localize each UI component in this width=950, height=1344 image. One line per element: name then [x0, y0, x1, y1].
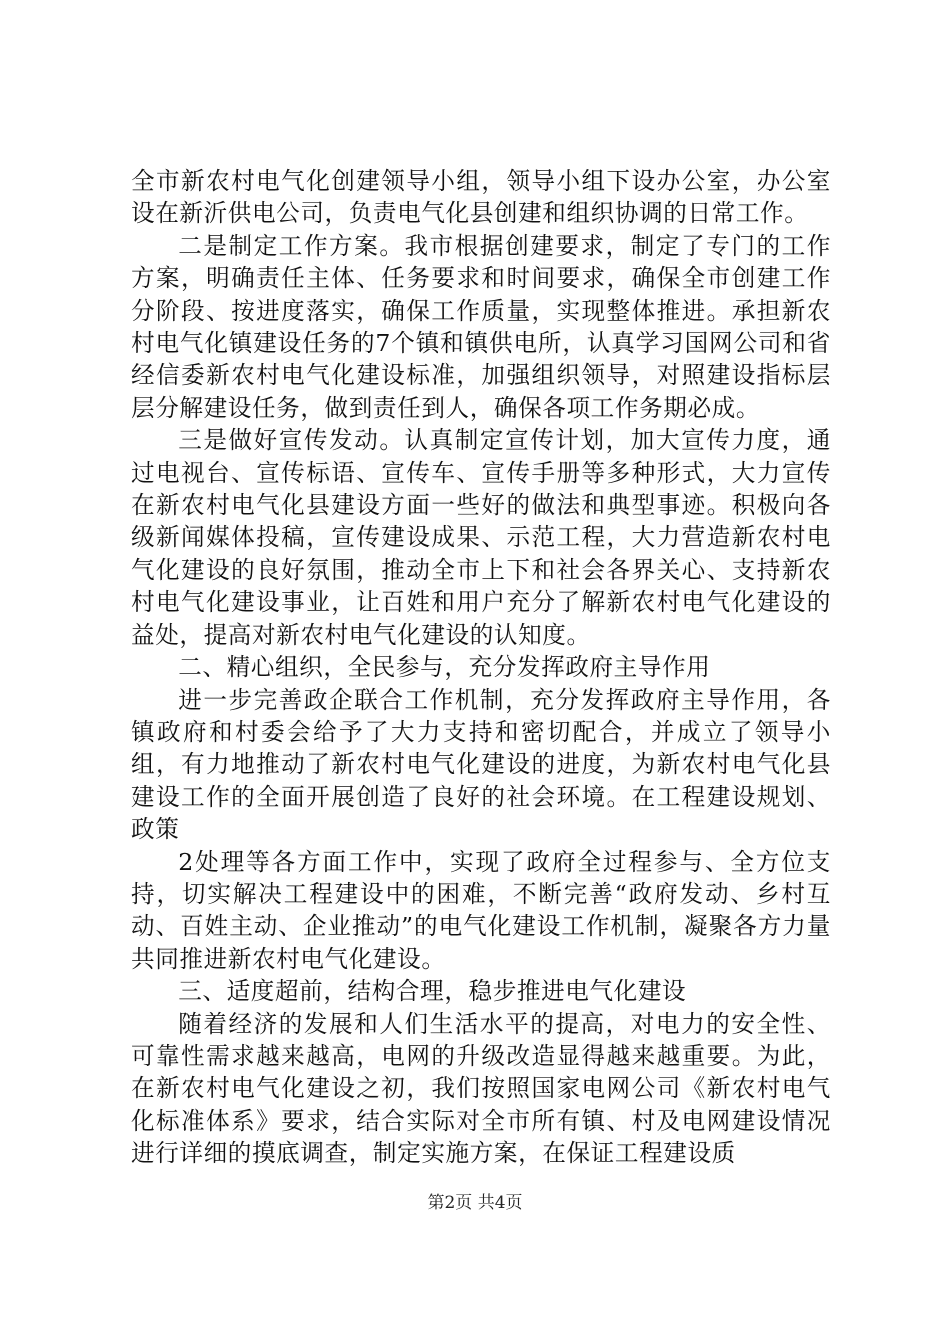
document-body — [131, 165, 831, 1170]
section-heading-2: 二、精心组织，全民参与，充分发挥政府主导作用 — [178, 653, 711, 682]
paragraph-1: 全市新农村电气化创建领导小组，领导小组下设办公室，办公室设在新沂供电公司，负责电气化县创建和组织协调的日常工作。 — [131, 167, 831, 228]
page-number-footer: 第2页 共4页 — [427, 1193, 523, 1213]
paragraph-2: 二是制定工作方案。我市根据创建要求，制定了专门的工作方案，明确责任主体、任务要求和时间要求，确保全市创建工作分阶段、按进度落实，确保工作质量，实现整体推进。承担新农村电气化镇建设任务的7个镇和镇供电所，认真学习国网公司和省经信委新农村电气化建设标准，加强组织领导，对照建设指标层层分解建设任务，做到责任到人，确保各项工作务期必成。 — [131, 231, 831, 422]
section-heading-3: 三、适度超前，结构合理，稳步推进电气化建设 — [178, 977, 687, 1006]
paragraph-6: 随着经济的发展和人们生活水平的提高，对电力的安全性、可靠性需求越来越高，电网的升级改造显得越来越重要。为此，在新农村电气化建设之初，我们按照国家电网公司《新农村电气化标准体系》要求，结合实际对全市所有镇、村及电网建设情况进行详细的摸底调查，制定实施方案，在保证工程建设质 — [131, 1009, 831, 1168]
paragraph-4: 进一步完善政企联合工作机制，充分发挥政府主导作用，各镇政府和村委会给予了大力支持和密切配合，并成立了领导小组，有力地推动了新农村电气化建设的进度，为新农村电气化县建设工作的全面开展创造了良好的社会环境。在工程建设规划、政策 — [131, 685, 831, 844]
paragraph-5: 2处理等各方面工作中，实现了政府全过程参与、全方位支持，切实解决工程建设中的困难，不断完善“政府发动、乡村互动、百姓主动、企业推动”的电气化建设工作机制，凝聚各方力量共同推进新农村电气化建设。 — [131, 847, 831, 973]
paragraph-3: 三是做好宣传发动。认真制定宣传计划，加大宣传力度，通过电视台、宣传标语、宣传车、宣传手册等多种形式，大力宣传在新农村电气化县建设方面一些好的做法和典型事迹。积极向各级新闻媒体投稿，宣传建设成果、示范工程，大力营造新农村电气化建设的良好氛围，推动全市上下和社会各界关心、支持新农村电气化建设事业，让百姓和用户充分了解新农村电气化建设的益处，提高对新农村电气化建设的认知度。 — [131, 426, 831, 649]
